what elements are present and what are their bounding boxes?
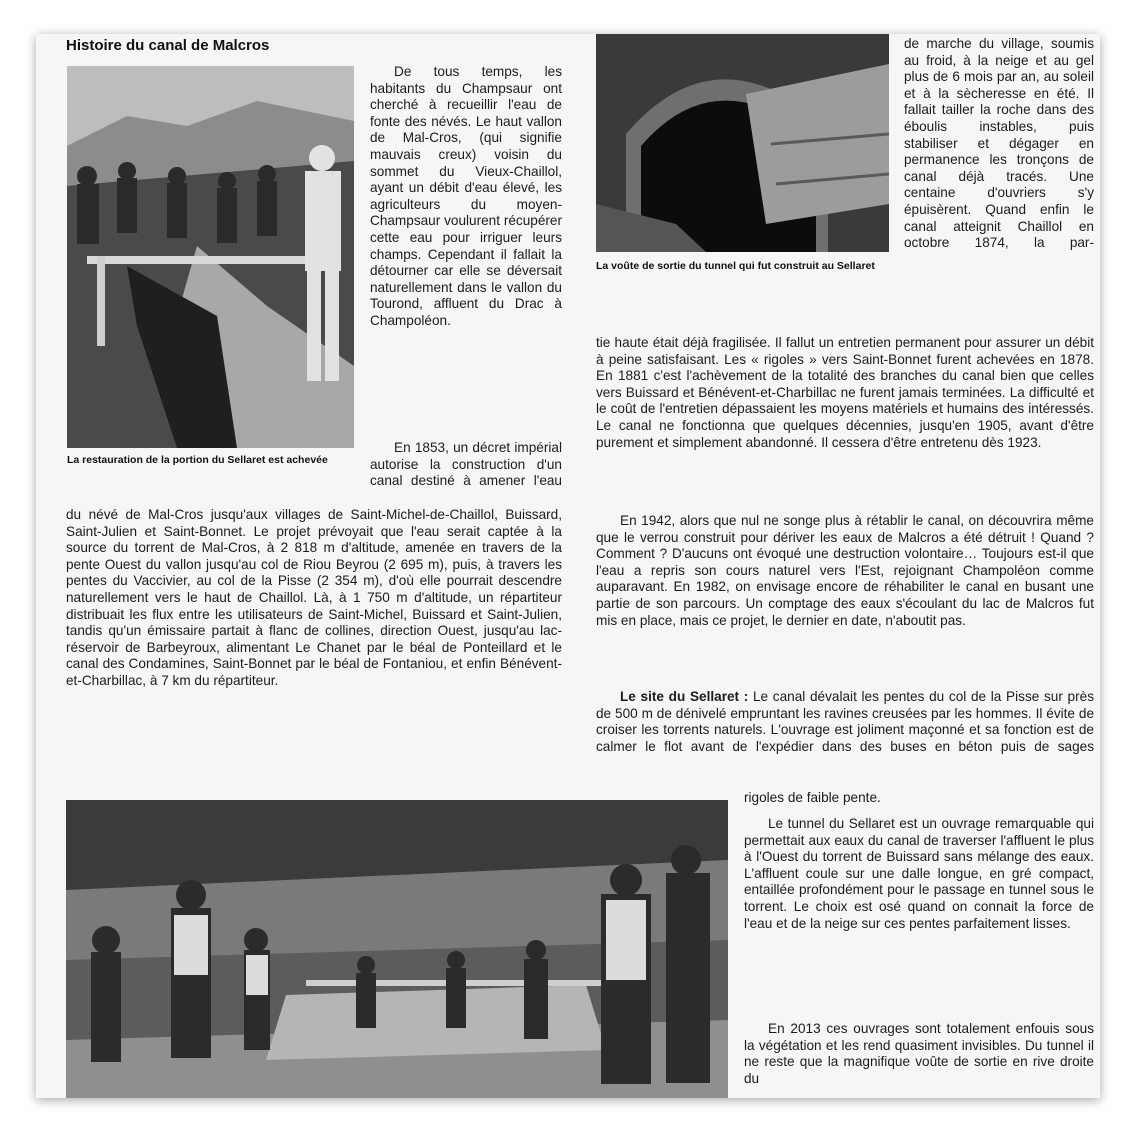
paragraph-sellaret-site-end: rigoles de faible pente. bbox=[744, 790, 881, 805]
photo-crowd bbox=[66, 800, 728, 1098]
paragraph-1942: En 1942, alors que nul ne songe plus à rétablir le canal, on découvrira même que le verrou construit pour dériver les eaux de Malcros a été détruit ! Quand ? Comment ? D'aucuns ont évoqué une destruction volontaire… Toujours est-il que l'eau a repris son cours naturel vers l'Est, rejoignant Champoléon comme auparavant. En 1982, on envisage encore de réhabiliter le canal en busant une partie de son parcours. Un comptage des eaux s'écoulant du lac de Malcros fut mis en place, mais ce projet, le dernier en date, n'aboutit pas. bbox=[596, 513, 1094, 628]
article-title: Histoire du canal de Malcros bbox=[66, 37, 270, 54]
photo-restoration bbox=[67, 66, 354, 448]
caption-tunnel: La voûte de sortie du tunnel qui fut construit au Sellaret bbox=[596, 260, 875, 272]
magazine-page bbox=[36, 34, 1100, 1098]
paragraph-tunnel: Le tunnel du Sellaret est un ouvrage remarquable qui permettait aux eaux du canal de traverser l'affluent le plus à l'Ouest du torrent de Buissard sans mélange des eaux. L'affluent coule sur une dalle longue, en gré compact, entaillée profondément pour le passage en tunnel sous le torrent. Le choix est osé quand on connait la force de l'eau et de la neige sur ces pentes parfaitement lisses. bbox=[744, 816, 1094, 931]
paragraph-2013: En 2013 ces ouvrages sont totalement enfouis sous la végétation et les rend quasiment invisibles. Du tunnel il ne reste que la magnifique voûte de sortie en rive droite du bbox=[744, 1021, 1094, 1086]
sellaret-site-text: Le canal dévalait les pentes du col de la Pisse sur près de 500 m de dénivelé empruntant les ravines creusées par les hommes. Il évite de croiser les torrents naturels. L'ouvrage est joliment maçonné et sa fonction est de calmer le flot avant de l'expédier dans des buses en béton puis de sages bbox=[596, 689, 1094, 754]
paragraph-decree-start: En 1853, un décret impérial autorise la construction d'un canal destiné à amener l'eau bbox=[370, 440, 562, 489]
paragraph-intro: De tous temps, les habitants du Champsaur ont cherché à recueillir l'eau de fonte des névés. Le haut vallon de Mal-Cros, (qui signifie mauvais creux) voisin du sommet du Vieux-Chaillol, ayant un débit d'eau élevé, les agriculteurs du moyen-Champsaur voulurent récupérer cette eau pour irriguer leurs champs. Cependant il fallait la détourner car elle se déversait naturellement dans le vallon du Tourond, affluent du Drac à Champoléon. bbox=[370, 64, 562, 328]
paragraph-decree-continued: du névé de Mal-Cros jusqu'aux villages de Saint-Michel-de-Chaillol, Buissard, Saint-Julien et Saint-Bonnet. Le projet prévoyait que l'eau serait captée à la source du torrent de Mal-Cros, à 2 818 m d'altitude, amenée en travers de la pente Ouest du vallon jusqu'au col de Riou Beyrou (2 695 m), puis, à travers les pentes du Vaccivier, au col de la Pisse (2 354 m), d'où elle pourrait descendre naturellement vers le haut de Chaillol. Là, à 1 750 m d'altitude, un répartiteur distribuait les flux entre les utilisateurs de Saint-Michel, Buissard et Saint-Julien, tandis qu'un émissaire partait à flanc de collines, direction Ouest, jusqu'au lac-réservoir de Barbeyroux, alimentant Le Chanet par le béal de Ponteillard et le canal des Condamines, Saint-Bonnet par le béal de Fontaniou, et enfin Bénévent-et-Charbillac, à 7 km du répartiteur. bbox=[66, 507, 562, 688]
paragraph-works-continued: tie haute était déjà fragilisée. Il fallut un entretien permanent pour assurer un débit à peine satisfaisant. Les « rigoles » vers Saint-Bonnet furent achevées en 1878. En 1881 c'est l'achèvement de la totalité des branches du canal bien que celles vers Buissard et Bénévent-et-Charbillac ne furent jamais terminées. La difficulté et le coût de l'entretien dépassaient les moyens matériels et humains des intéressés. Le canal ne fonctionna que quelques décennies, jusqu'en 1905, avant d'être purement et simplement abandonné. Il cessera d'être entretenu dès 1923. bbox=[596, 335, 1094, 450]
sellaret-site-heading: Le site du Sellaret : bbox=[620, 689, 749, 704]
paragraph-sellaret-site bbox=[596, 689, 1094, 755]
paragraph-works-start: de marche du village, soumis au froid, à la neige et au gel plus de 6 mois par an, au soleil et à la sècheresse en été. Il fallait tailler la roche dans des éboulis instables, puis stabiliser et dégager en permanence les tronçons de canal déjà tracés. Une centaine d'ouvriers s'y épuisèrent. Quand enfin le canal atteignit Chaillol en octobre 1874, la par- bbox=[904, 36, 1094, 251]
photo-tunnel bbox=[596, 34, 889, 252]
caption-restoration: La restauration de la portion du Sellaret est achevée bbox=[67, 454, 328, 466]
